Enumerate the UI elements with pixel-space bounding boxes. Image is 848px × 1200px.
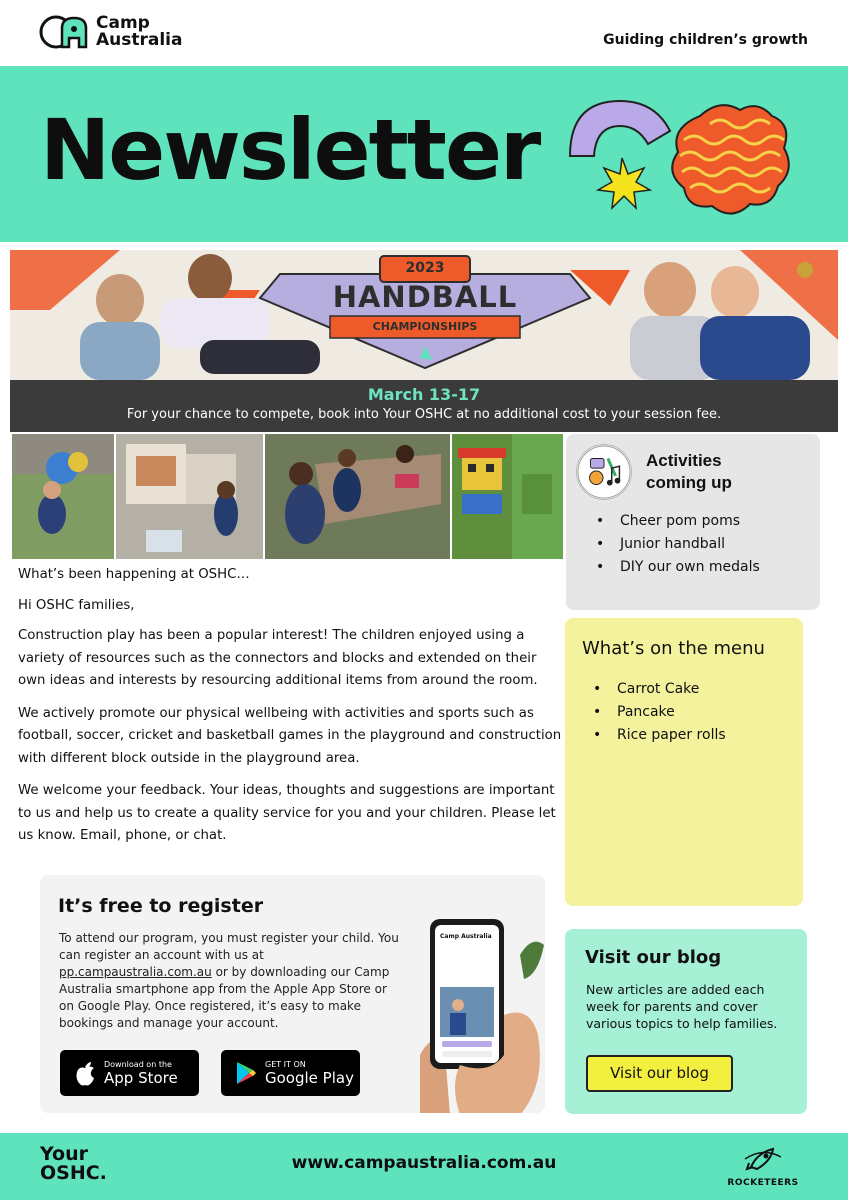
body-heading: What’s been happening at OSHC… — [18, 567, 250, 582]
your-oshc-line1: Your — [40, 1143, 88, 1165]
blog-title: Visit our blog — [585, 947, 722, 968]
rocketeers-logo[interactable] — [718, 1145, 808, 1188]
google-play-small: GET IT ON — [265, 1059, 306, 1069]
newsletter-title: Newsletter — [40, 101, 540, 199]
menu-list — [593, 678, 726, 747]
activities-title — [646, 450, 796, 494]
register-text-part2: or by downloading our Camp Australia smartphone app from the Apple App Store or on Google Play. Once registered, it’s easy to make bookings and manage your account. — [59, 965, 390, 1030]
phone-in-hand-image — [420, 915, 545, 1113]
rocketeers-label: ROCKETEERS — [727, 1178, 799, 1188]
logo-line1: Camp — [96, 13, 150, 33]
top-bar — [0, 0, 848, 66]
banner-info-bar — [10, 380, 838, 432]
lilac-arc-shape — [570, 101, 670, 156]
phone-logo-text: Camp Australia — [440, 933, 492, 940]
photo-construction-1 — [12, 434, 114, 559]
app-store-big: App Store — [104, 1068, 178, 1087]
photo-lego-display — [452, 434, 563, 559]
photo-strip — [12, 434, 563, 559]
list-item: • DIY our own medals — [596, 556, 760, 579]
banner-date: March 13-17 — [367, 385, 481, 404]
menu-title: What’s on the menu — [582, 638, 765, 659]
hero-banner — [0, 66, 848, 242]
banner-ribbon: CHAMPIONSHIPS — [372, 320, 478, 333]
activities-icon — [576, 444, 632, 500]
banner-subtitle: For your chance to compete, book into Your OSHC at no additional cost to your session fee. — [126, 407, 722, 422]
google-play-button[interactable] — [221, 1050, 360, 1096]
photo-construction-3 — [265, 434, 450, 559]
body-paragraph-3: We welcome your feedback. Your ideas, thoughts and suggestions are important to us and help us to create a quality service for you and your children. Please let us know. Email, phone, or chat. — [18, 783, 556, 843]
register-link[interactable]: pp.campaustralia.com.au — [59, 965, 212, 979]
footer — [0, 1133, 848, 1200]
list-item: • Pancake — [593, 701, 726, 724]
activities-title-line1: Activities — [646, 451, 722, 470]
yellow-star-shape — [598, 158, 650, 208]
body-paragraph-2: We actively promote our physical wellbeing with activities and sports such as football, soccer, cricket and basketball games in the playground and construction with different block outside in the playground area. — [18, 705, 562, 766]
camp-australia-logo[interactable] — [38, 14, 183, 50]
blog-text: New articles are added each week for parents and cover various topics to help families. — [586, 982, 778, 1031]
menu-panel — [565, 618, 803, 906]
app-store-button[interactable] — [60, 1050, 199, 1096]
list-item: • Rice paper rolls — [593, 724, 726, 747]
visit-blog-button[interactable]: Visit our blog — [586, 1055, 733, 1092]
rocket-icon — [743, 1145, 783, 1171]
newsletter-body — [18, 564, 562, 858]
register-text-part1: To attend our program, you must register your child. You can register an account with us at — [59, 931, 399, 962]
apple-icon — [74, 1060, 96, 1086]
logo-line2: Australia — [96, 30, 183, 50]
list-item: • Carrot Cake — [593, 678, 726, 701]
banner-year: 2023 — [405, 260, 445, 276]
banner-title: HANDBALL — [332, 280, 518, 314]
body-greeting: Hi OSHC families, — [18, 597, 135, 613]
blog-panel — [565, 929, 807, 1114]
google-play-icon — [235, 1061, 257, 1085]
activities-title-line2: coming up — [646, 473, 732, 492]
photo-construction-2 — [116, 434, 263, 559]
list-item: • Cheer pom poms — [596, 510, 760, 533]
register-panel — [40, 875, 545, 1113]
body-paragraph-1: Construction play has been a popular interest! The children enjoyed using a variety of resources such as the connectors and blocks and extended on their own ideas and interests by resourcing additional items from around the room. — [18, 628, 538, 688]
activities-panel — [566, 434, 820, 610]
app-store-small: Download on the — [104, 1059, 172, 1069]
footer-url[interactable]: www.campaustralia.com.au — [291, 1153, 557, 1173]
list-item: • Junior handball — [596, 533, 760, 556]
decorative-shapes — [560, 96, 800, 236]
orange-wavy-blob-shape — [672, 105, 789, 213]
register-title: It’s free to register — [58, 895, 264, 917]
your-oshc-line2: OSHC. — [40, 1162, 107, 1184]
google-play-big: Google Play — [265, 1068, 354, 1087]
camp-australia-logo-icon — [38, 14, 92, 50]
tagline: Guiding children’s growth — [603, 32, 808, 48]
activities-list — [596, 510, 760, 579]
register-text — [59, 930, 404, 1032]
handball-banner — [10, 250, 838, 432]
